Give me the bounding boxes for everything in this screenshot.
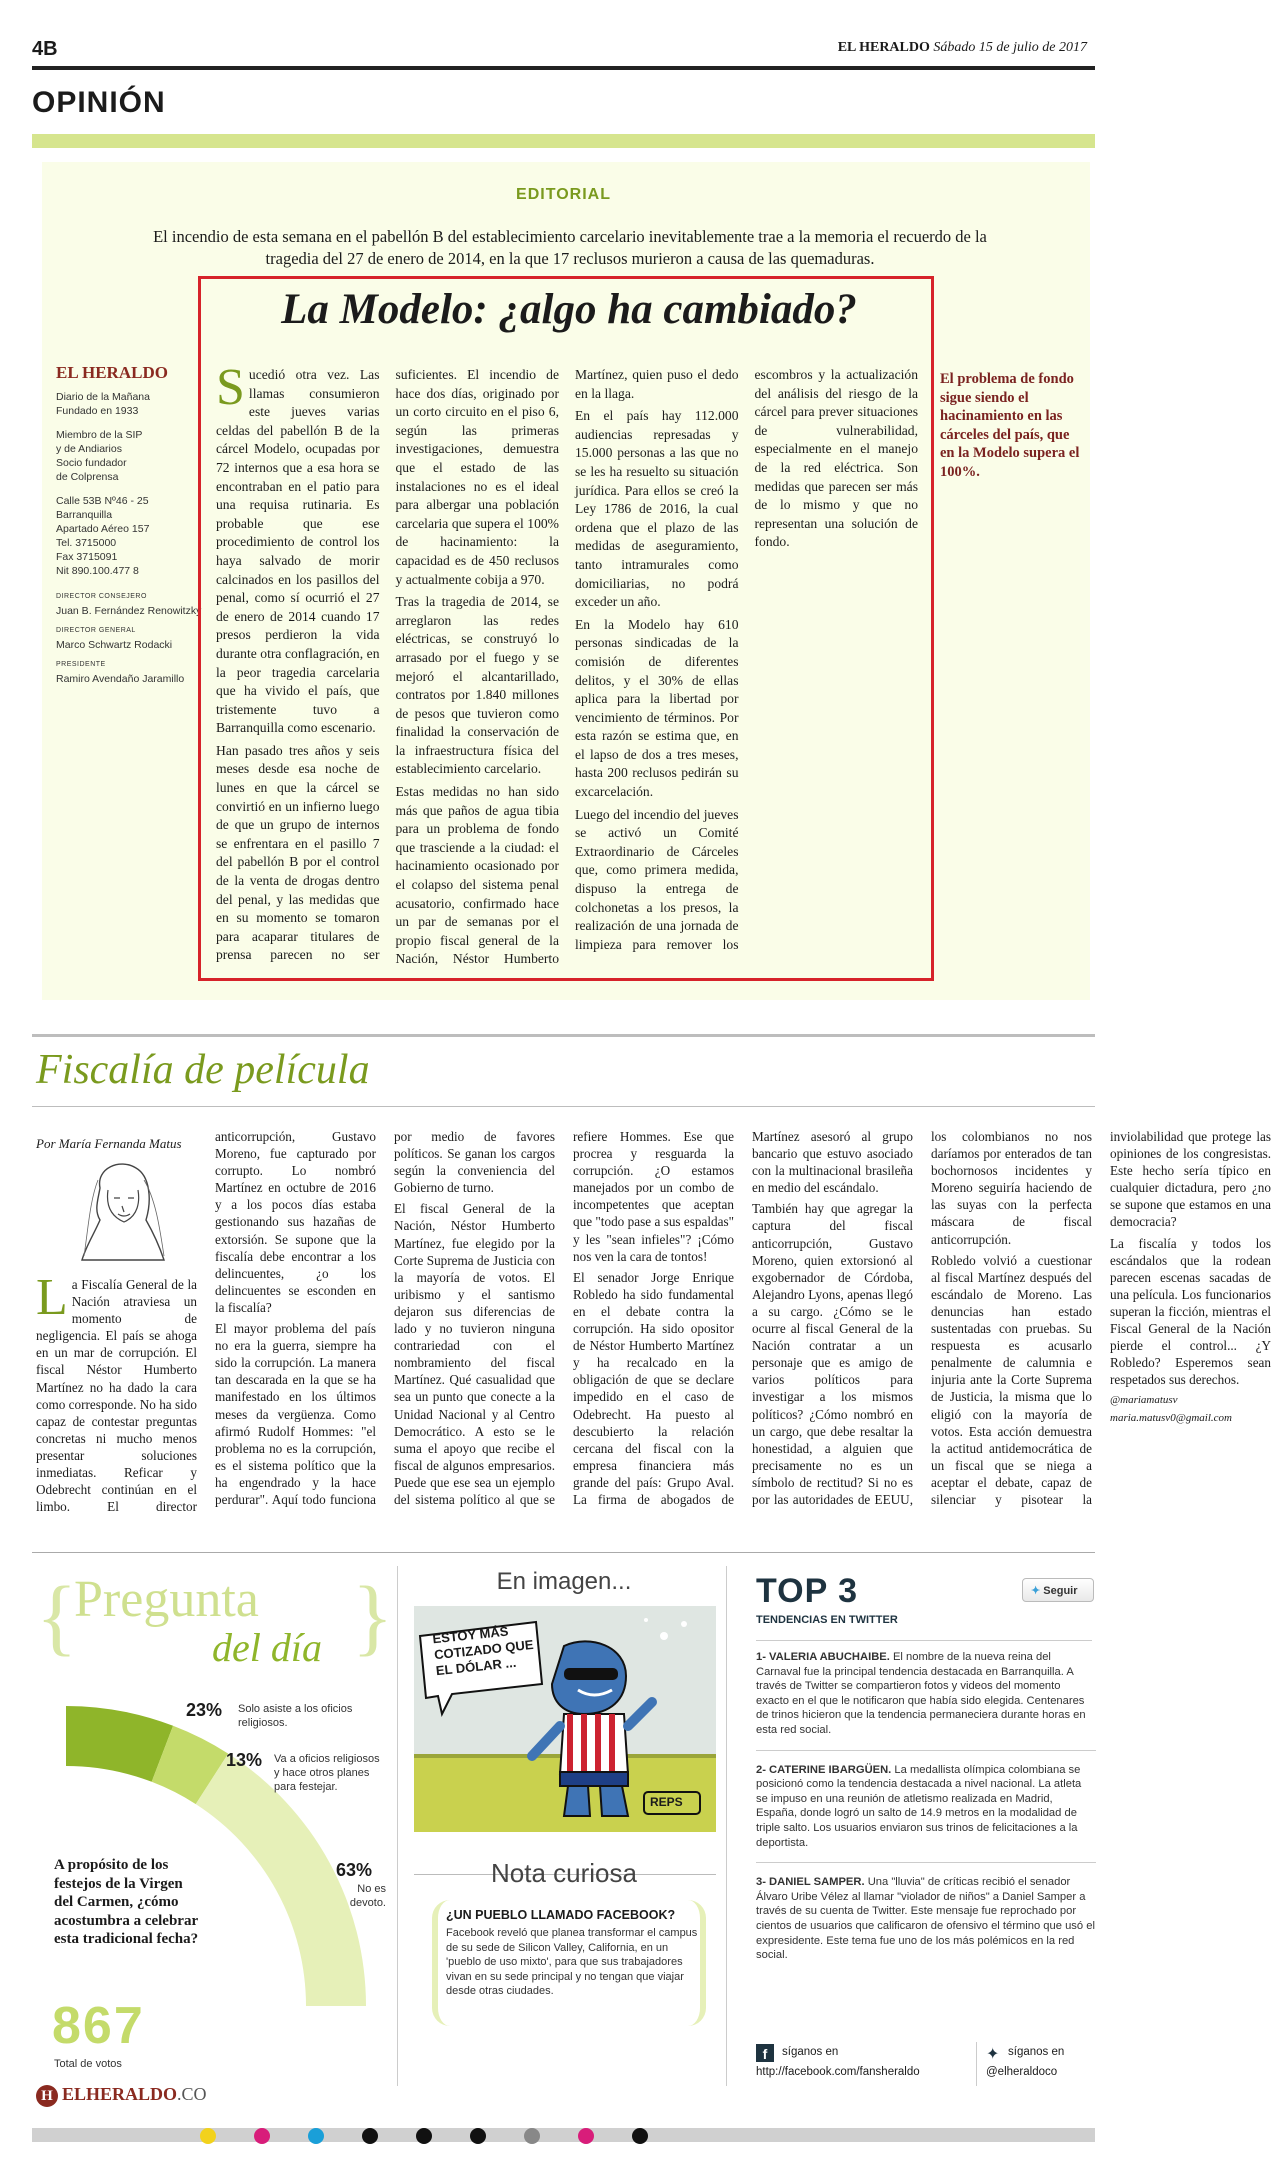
column-body — [36, 1128, 1271, 1516]
logo-text: ELHERALDO — [62, 2084, 178, 2104]
staff-line: Fundado en 1933 — [56, 405, 139, 417]
staff-line: Calle 53B Nº46 - 25 — [56, 495, 149, 507]
twitter-label: síganos en — [1008, 2046, 1065, 2058]
cartoon-bubble-text: ESTOY MÁS COTIZADO QUE EL DÓLAR ... — [431, 1623, 535, 1679]
image-title: En imagen... — [496, 1568, 632, 1595]
registration-dot — [632, 2128, 648, 2144]
column-paragraph: La Fiscalía General de la Nación atraviesa un momento de negligencia. El país se ahoga en un mar de corrupción. El fiscal Néstor Humberto Martínez no ha dado la cara como corresponde. No ha sido capaz de contestar preguntas concretas ni mucho menos presentar soluciones inmediatas. Reficar y Odebrecht continúan en el limbo. El director anticorrupción, Gustavo Moreno, fue capturado por corrupto. Lo nombró Martínez en octubre de 2016 y a los pocos días estaba gestionando sus hazañas de extorsión. Se supone que la fiscalía debe encontrar a los delincuentes, ¿o los delincuentes se esconden en la fiscalía? — [36, 1129, 376, 1515]
poll-title-brace-right: } — [352, 1568, 394, 1664]
twitter-bird-icon: ✦ — [1031, 1585, 1041, 1597]
editorial-intro: El incendio de esta semana en el pabellón B del establecimiento carcelario inevitablemente trae a la memoria el recuerdo de la tragedia del 27 de enero de 2014, en la que 17 reclusos murieron a causa de las quemaduras. — [153, 227, 987, 268]
staff-name: Marco Schwartz Rodacki — [56, 639, 173, 651]
staff-lines — [56, 390, 206, 578]
bottom-rule — [32, 1552, 1095, 1553]
top3-header-rule — [756, 1640, 1092, 1641]
editorial-body — [216, 359, 918, 970]
curiosity-text: Facebook reveló que planea transformar el campus de su sede de Silicon Valley, California, en un 'pueblo de uso mixto', para que sus trabajadores vivan en su sede principal y no tengan que viajar desde otras ciudades. — [446, 1927, 698, 1997]
trend-item — [756, 1763, 1096, 1864]
column-paragraph: Robledo volvió a cuestionar al fiscal Martínez después del escándalo de Moreno. Las denuncias han estado sustentadas con pruebas. Su respuesta es acusarlo penalmente de calumnia e injuria ante la Corte Suprema de Justicia, la misma que lo eligió con la mayoría de votos. Esta acción demuestra la actitud antidemocrática de un fiscal que se niega a aceptar el debate, capaz de silenciar y pisotear la inviolabilidad que protege las opiniones de los congresistas. Este hecho sería típico en cualquier dictadura, pero ¿no se supone que estamos en una democracia? — [931, 1129, 1271, 1507]
registration-dot — [362, 2128, 378, 2144]
poll-total-label: Total de votos — [54, 2058, 122, 2070]
logo-suffix: .CO — [177, 2084, 207, 2104]
poll-title-top: Pregunta — [74, 1571, 259, 1628]
header-right — [838, 40, 1087, 56]
column-head-rule — [32, 1106, 1095, 1107]
poll-label-3: No es devoto. — [349, 1883, 386, 1909]
header-date: Sábado 15 de julio de 2017 — [933, 40, 1087, 55]
trend-name: 2- CATERINE IBARGÜEN. — [756, 1763, 895, 1776]
staff-line: Nit 890.100.477 8 — [56, 565, 139, 577]
staff-role: DIRECTOR CONSEJERO — [56, 593, 147, 600]
top3-subtitle: TENDENCIAS EN TWITTER — [756, 1614, 898, 1626]
staff-roles — [56, 590, 206, 686]
staff-line: Socio fundador — [56, 457, 127, 469]
top3-list — [756, 1650, 1096, 1987]
staff-line: Barranquilla — [56, 509, 113, 521]
facebook-icon[interactable]: f — [756, 2044, 774, 2062]
poll-pct-3: 63% — [336, 1860, 373, 1880]
staff-line: y de Andiarios — [56, 443, 122, 455]
social-divider — [976, 2042, 977, 2086]
registration-dots — [200, 2127, 686, 2145]
trend-text: La medallista olímpica colombiana se posicionó como la tendencia destacada a nivel nacional. La atleta se impuso en una reunión de atletismo realizada en Madrid, España, donde logró un salto de 14.9 metros en la modalidad de triple salto. Los usuarios enviaron sus trinos de felicitaciones a la deportista. — [756, 1763, 1082, 1849]
registration-dot — [200, 2128, 216, 2144]
registration-dot — [524, 2128, 540, 2144]
poll-label-2: Va a oficios religiosos y hace otros planes para festejar. — [274, 1753, 380, 1793]
cartoon-frame — [414, 1606, 716, 1832]
staff-line: Fax 3715091 — [56, 551, 118, 563]
column-paragraph: El fiscal General de la Nación, Néstor Humberto Martínez, fue elegido por la Corte Suprema de Justicia con la mayoría de votos. El uribismo y el santismo dejaron sus diferencias de lado y no tuvieron ninguna contrariedad con el nombramiento del fiscal Martínez. Qué casualidad que sea un punto que conecte a la Unidad Nacional y al Centro Democrático. A esto se le suma el apoyo que recibe el fiscal de algunos empresarios. Puede que ese sea un ejemplo del sistema político al que se refiere Hommes. Ese que procrea y resguarda la corrupción. ¿O estamos manejados por un combo de incompetentes que aceptan que "todo pase a sus espaldas" y les "sean infieles"? ¡Cómo nos ven la cara de tontos! — [394, 1129, 734, 1507]
poll-pct-1: 23% — [186, 1700, 223, 1720]
column-paragraph: El mayor problema del país no era la guerra, siempre ha sido la corrupción. La manera tan descarada en la que se ha manifestado en los últimos meses da vergüenza. Como afirmó Rudolf Hommes: "el problema no es la corrupción, es el sistema político que la ha engendrado y la hace perdurar". Aquí todo funciona por medio de favores políticos. Se ganan los cargos según la conveniencia del Gobierno de turno. — [215, 1129, 555, 1507]
curiosity-headline: ¿UN PUEBLO LLAMADO FACEBOOK? — [446, 1908, 676, 1922]
staff-line — [56, 418, 206, 428]
registration-dot — [416, 2128, 432, 2144]
trend-name: 1- VALERIA ABUCHAIBE. — [756, 1651, 893, 1663]
staff-name: Ramiro Avendaño Jaramillo — [56, 673, 185, 685]
poll-total: 867 — [52, 1997, 145, 2055]
cartoon-signature: REPS — [650, 1795, 683, 1809]
editorial-headline: La Modelo: ¿algo ha cambiado? — [281, 286, 857, 333]
staff-name: Juan B. Fernández Renowitzky — [56, 605, 202, 617]
social-row — [756, 2040, 1096, 2088]
registration-dot — [308, 2128, 324, 2144]
twitter-handle-link[interactable]: @elheraldoco — [986, 2066, 1058, 2078]
column-rule — [32, 1034, 1095, 1037]
editorial-paragraph: Sucedió otra vez. Las llamas consumieron este jueves varias celdas del pabellón B de la cárcel Modelo, ocupadas por 72 internos que a esa hora se encontraban en el patio para una requisa rutinaria. Es probable que ese procedimiento de control los haya salvado de morir calcinados en los pasillos del penal, como sí ocurrió el 27 de enero de 2014 cuando 17 presos perdieron la vida durante otra conflagración, en la peor tragedia carcelaria que ha vivido el país, que tristemente tuvo a Barranquilla como escenario. — [216, 359, 380, 736]
staff-line: Miembro de la SIP — [56, 429, 143, 441]
editorial-paragraph: Luego del incendio del jueves se activó un Comité Extraordinario de Cárceles que, como primera medida, dispuso la entrega de colchonetas a los presos, la realización de una jornada de limpieza para remover los escombros y la actualización del análisis del riesgo de la cárcel para prever situaciones de vulnerabilidad, especialmente en el manejo de la red eléctrica. Son medidas que parecen ser más de lo mismo y que no representan una solución de fondo. — [575, 367, 918, 952]
trend-name: 3- DANIEL SAMPER. — [756, 1876, 868, 1889]
editorial-kicker: EDITORIAL — [516, 186, 611, 203]
portrait-spacer — [36, 1128, 197, 1276]
editorial-paragraph: En la Modelo hay 610 personas sindicadas de la comisión de diferentes delitos, y el 30% de ellas aplica para la libertad por vencimiento de términos. Por esta razón se estima que, en el lapso de dos a tres meses, hasta 200 reclusos pedirán su excarcelación. — [575, 616, 739, 800]
editorial-paragraph: En el país hay 112.000 audiencias represadas y 15.000 personas a las que no se les ha resuelto su situación jurídica. Para ellos se creó la Ley 1786 de 2016, la cual ordena que el plazo de las medidas de aseguramiento, tanto intramurales como domiciliarias, no podrá exceder un año. — [575, 408, 739, 610]
col-divider-2 — [726, 1566, 727, 2086]
logo-h-icon: H — [36, 2085, 58, 2107]
registration-dot — [578, 2128, 594, 2144]
editorial-paragraph: Estas medidas no han sido más que paños de agua tibia para un problema de fondo que trasciende a la ciudad: el hacinamiento ocasionado por el colapso del sistema penal acusatorio, confirmado hace un par de semanas por el propio fiscal general de la Nación, Néstor Humberto Martínez, quien puso el dedo en la llaga. — [395, 367, 739, 967]
poll-chart — [36, 1686, 388, 2016]
trend-item — [756, 1650, 1096, 1751]
top3-title: TOP 3 — [756, 1572, 859, 1610]
registration-dot — [254, 2128, 270, 2144]
poll-title-bottom: del día — [212, 1625, 322, 1670]
poll-pct-2: 13% — [226, 1750, 263, 1770]
staff-line: Apartado Aéreo 157 — [56, 523, 150, 535]
twitter-icon[interactable]: ✦ — [986, 2046, 1000, 2063]
poll-box — [36, 1566, 394, 2082]
editorial-paragraph: Han pasado tres años y seis meses desde esa noche de lunes en que la cárcel se convirtió en un infierno luego de que un grupo de internos se enfrentara en el pasillo 7 del pabellón B por el control de la venta de drogas dentro del penal, y las medidas que en su momento se tomaron para acaparar titulares de prensa parecen no ser suficientes. El incendio de hace dos días, originado por un corto circuito en el piso 6, según las primeras investigaciones, demuestra que el estado de las instalaciones no es el ideal para albergar una población carcelaria que supera el 100% de hacinamiento: la capacidad es de 450 reclusos y actualmente cobija a 970. — [216, 367, 559, 963]
col-divider-1 — [397, 1566, 398, 2086]
staff-brand: EL HERALDO — [56, 363, 168, 382]
poll-label-1: Solo asiste a los oficios religiosos. — [238, 1703, 353, 1729]
page-number: 4B — [32, 38, 58, 60]
follow-label: Seguir — [1043, 1585, 1078, 1597]
staff-line: Tel. 3715000 — [56, 537, 117, 549]
poll-question: A propósito de los festejos de la Virgen del Carmen, ¿cómo acostumbra a celebrar esta tradicional fecha? — [54, 1857, 199, 1947]
staff-box — [56, 363, 206, 686]
staff-line: Diario de la Mañana — [56, 391, 150, 403]
trend-item — [756, 1875, 1096, 1975]
trend-text: El nombre de la nueva reina del Carnaval fue la principal tendencia destacada en Barranquilla. A través de Twitter se compartieron fotos y videos del momento exacto en el que le notificaron que había sido elegida. Centenares de trinos hicieron que la tendencia permaneciera durante horas en esta red social. — [756, 1651, 1086, 1736]
staff-line — [56, 484, 206, 494]
editorial-paragraph: Tras la tragedia de 2014, se arreglaron las redes eléctricas, se construyó lo arrasado por el fuego y se mejoró el alcantarillado, contratos por 1.840 millones de pesos que tuvieron como finalidad la conservación de la infraestructura física del establecimiento carcelario. — [395, 594, 559, 777]
follow-button[interactable] — [1022, 1578, 1094, 1602]
column-byline: Por María Fernanda Matus — [36, 1136, 182, 1151]
curiosity-title: Nota curiosa — [491, 1858, 637, 1888]
editorial-pullquote: El problema de fondo sigue siendo el hacinamiento en las cárceles del país, que en la Modelo supera el 100%. — [940, 371, 1080, 480]
header-rule — [32, 66, 1095, 70]
column-headline: Fiscalía de película — [36, 1047, 370, 1093]
poll-title-brace: { — [36, 1568, 78, 1664]
facebook-label: síganos en — [782, 2046, 839, 2058]
staff-line: de Colprensa — [56, 471, 119, 483]
column-paragraph: El senador Jorge Enrique Robledo ha sido fundamental en el debate contra la corrupción. Ha sido opositor de Néstor Humberto Martínez y ha recalcado en la obligación de que se declare impedido en el caso de Odebrecht. Ha puesto al descubierto la relación cercana del fiscal con la empresa financiera más grande del país: Grupo Aval. La firma de abogados de Martínez asesoró al grupo bancario que estuvo asociado con la multinacional brasileña en medio del escándalo. — [573, 1129, 913, 1507]
section-band — [32, 134, 1095, 148]
column-paragraph: La fiscalía y todos los escándalos que la rodean parecen escenas sacadas de una película. Los funcionarios superan la ficción, mientras el Fiscal General de la Nación pierde el control... ¿Y Robledo? Esperemos sean respetados sus derechos. — [1110, 1235, 1271, 1388]
footer-logo[interactable] — [36, 2084, 207, 2110]
trend-text: Una "lluvia" de críticas recibió el senador Álvaro Uribe Vélez al llamar "violador de niños" a Daniel Samper a través de su cuenta de Twitter. Este mensaje fue reprochado por cientos de usuarios que calificaron de ofensivo el término que usó el expresidente. Este tema fue uno de los más polémicos en la red social. — [756, 1876, 1095, 1962]
facebook-link[interactable]: http://facebook.com/fansheraldo — [756, 2066, 920, 2078]
staff-role: DIRECTOR GENERAL — [56, 627, 136, 634]
column-paragraph: También hay que agregar la captura del fiscal anticorrupción, Gustavo Moreno, quien extorsionó al exgobernador de Córdoba, Alejandro Lyons, apenas llegó a su cargo. ¿Cómo se le ocurre al fiscal General de la Nación contratar a un personaje que es amigo de varios políticos para investigar a los mismos políticos? ¿Cómo nombró en un cargo, que debe resaltar la honestidad, a alguien que precisamente no es un símbolo de rectitud? Si no es por las autoridades de EEUU, los colombianos no nos daríamos por enterados de tan bochornosos incidentes y Moreno seguiría haciendo de las suyas con la perfecta máscara de fiscal anticorrupción. — [752, 1129, 1092, 1507]
section-title: OPINIÓN — [32, 86, 166, 119]
column-twitter: @mariamatusv — [1110, 1394, 1178, 1407]
column-email[interactable]: maria.matusv0@gmail.com — [1110, 1411, 1232, 1424]
registration-dot — [470, 2128, 486, 2144]
masthead-small: EL HERALDO — [837, 40, 930, 55]
staff-role: PRESIDENTE — [56, 661, 106, 668]
